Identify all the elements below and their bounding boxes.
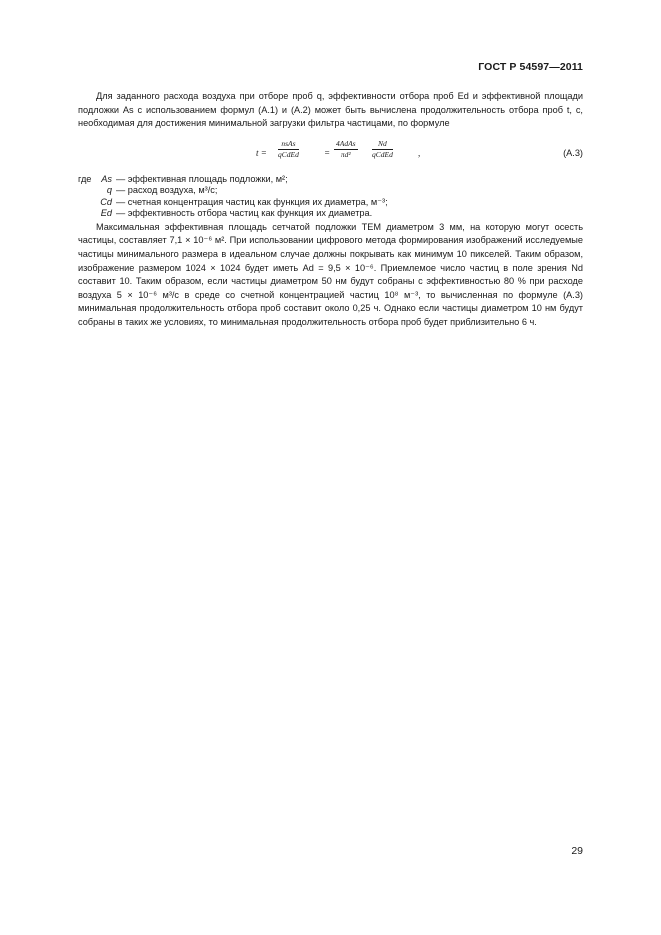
fraction-3 xyxy=(372,139,393,160)
analysis-paragraph: Максимальная эффективная площадь сетчатой подложки ТЕМ диаметром 3 мм, на которую могут осесть частицы, составляет 7,1 × 10⁻⁶ м². При использовании цифрового метода формирования изображений исследуемые частицы минимального размера в идеальном случае должны покрывать как минимум 10 пикселей. Таким образом, изображение размером 1024 × 1024 будет иметь Ad = 9,5 × 10⁻⁶. Приемлемое число частиц в поле зрения Nd составит 10. Таким образом, если частицы диаметром 50 нм будут собраны с эффективностью 80 % при расходе воздуха 5 × 10⁻⁶ м³/с в среде со счетной концентрацией частиц 10⁸ м⁻³, то вычисленная по формуле (А.3) минимальная продолжительность отбора проб составит около 0,25 ч. Однако если частицы диаметром 10 нм будут собраны в таких же условиях, то минимальная продолжительность отбора проб будет приблизительно 6 ч. xyxy=(78,221,583,327)
definition-item xyxy=(78,173,583,185)
definition-item xyxy=(78,207,583,219)
definition-text: — счетная концентрация частиц как функция их диаметра, м⁻³; xyxy=(116,196,388,207)
definition-text: — эффективность отбора частиц как функция их диаметра. xyxy=(116,208,373,219)
intro-paragraph: Для заданного расхода воздуха при отборе проб q, эффективности отбора проб Ed и эффективной площади подложки As с использованием формул (А.1) и (А.2) может быть вычислена продолжительность отбора проб t, с, необходимая для достижения минимальной загрузки фильтра частицами, по формуле xyxy=(78,91,583,129)
definition-term: q xyxy=(106,185,112,196)
definition-term: Cd xyxy=(100,196,112,207)
fraction-2-numerator: 4AdAs xyxy=(336,138,356,148)
fraction-1-numerator: nsAs xyxy=(278,139,299,150)
definition-item xyxy=(78,196,583,208)
fraction-1-denominator: qCdEd xyxy=(278,149,299,159)
formula-expression xyxy=(256,139,466,167)
fraction-2-denominator: πd² xyxy=(340,149,351,159)
definition-term: Ed xyxy=(100,208,112,219)
document-body xyxy=(78,90,583,330)
document-header: ГОСТ Р 54597—2011 xyxy=(478,61,583,73)
definition-text: — расход воздуха, м³/с; xyxy=(116,185,218,196)
definition-item xyxy=(78,184,583,196)
formula-tail: , xyxy=(418,147,421,158)
fraction-3-denominator: qCdEd xyxy=(372,149,393,159)
formula-equals: = xyxy=(324,147,331,158)
page-number: 29 xyxy=(571,845,583,857)
definitions-lead: где xyxy=(78,173,92,184)
fraction-1 xyxy=(278,139,299,160)
formula-a3 xyxy=(78,139,583,167)
formula-lhs: t = xyxy=(256,147,267,158)
definition-text: — эффективная площадь подложки, м²; xyxy=(116,173,288,184)
fraction-3-numerator: Nd xyxy=(372,139,393,150)
fraction-2 xyxy=(334,139,358,160)
definition-term: As xyxy=(101,173,112,184)
equation-number: (А.3) xyxy=(563,147,583,158)
definitions-list xyxy=(78,173,583,219)
